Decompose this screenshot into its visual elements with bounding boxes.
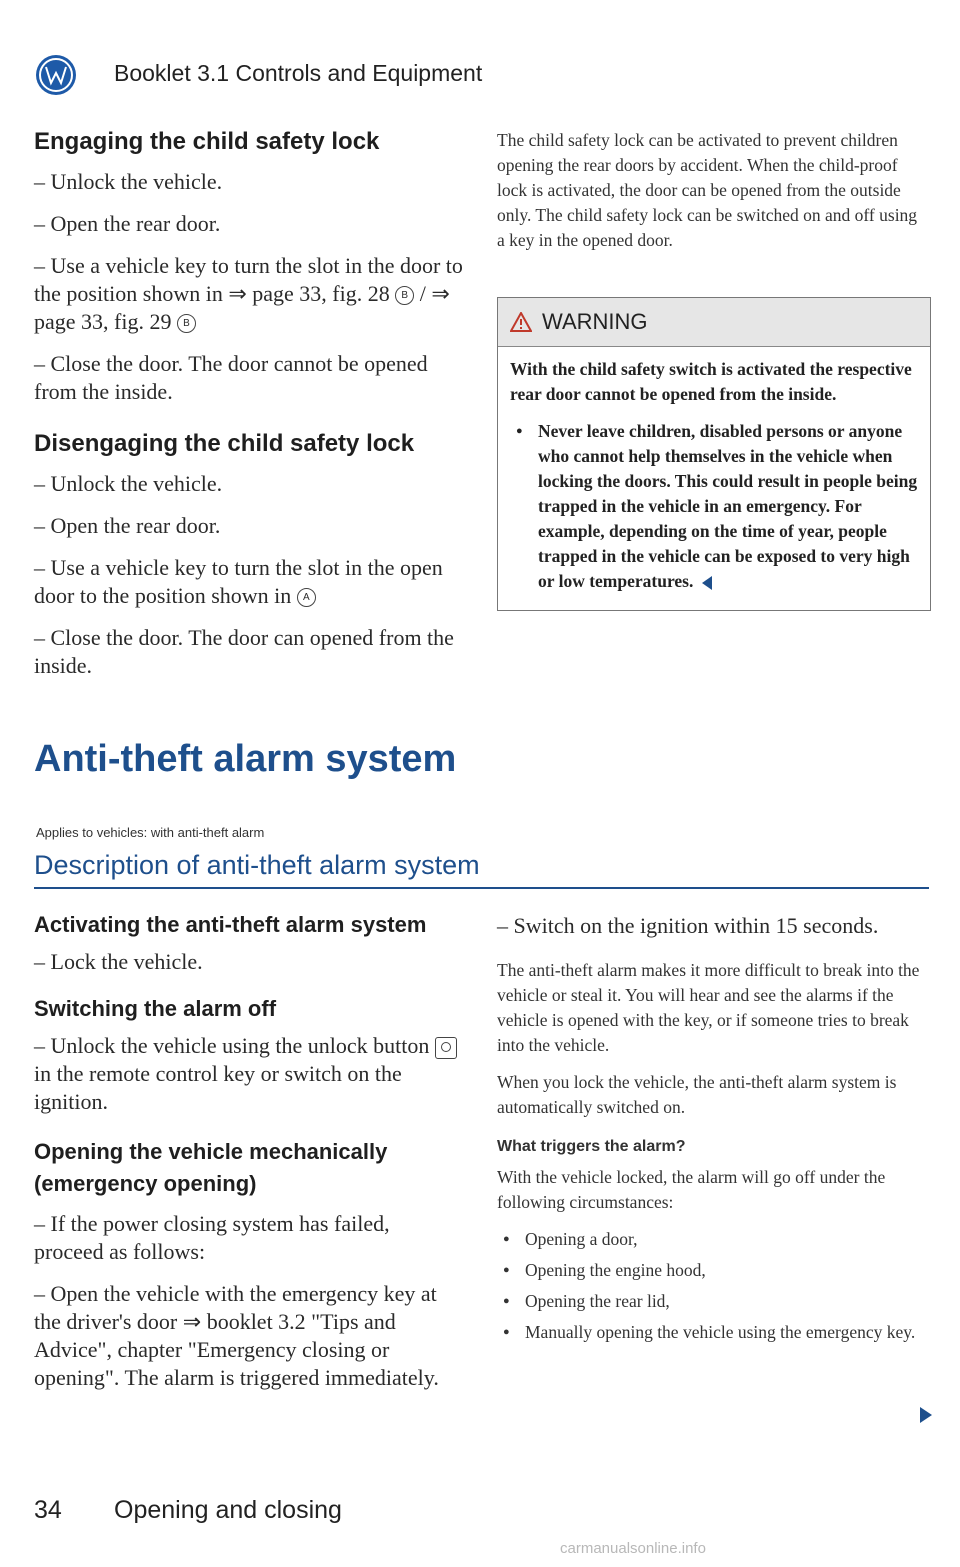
mech-step-2: – Open the vehicle with the emergency key at the driver's door ⇒ booklet 3.2 "Tips and Advice", chapter "Emergency closing or opening". The alarm is triggered immediately. xyxy=(34,1281,439,1390)
disengage-section xyxy=(34,430,464,680)
warning-bullet xyxy=(510,419,918,594)
end-of-section-icon xyxy=(702,576,712,590)
marker-b-2: B xyxy=(177,314,196,333)
trigger-item-2: ● Opening the engine hood, xyxy=(497,1258,929,1283)
warning-label: WARNING xyxy=(542,309,648,334)
page-number: 34 xyxy=(34,1496,62,1524)
engage-step-3-text: – Use a vehicle key to turn the slot in the door to the position shown in ⇒ page 33, fig. 28 xyxy=(34,253,463,306)
disengage-heading: Disengaging the child safety lock xyxy=(34,430,415,457)
footer-section: Opening and closing xyxy=(114,1496,342,1524)
triggers-intro: With the vehicle locked, the alarm will go off under the following circumstances: xyxy=(497,1167,886,1212)
warning-bullet-text: Never leave children, disabled persons or anyone who cannot help themselves in the vehicle when locking the doors. This could result in people being trapped in the vehicle in an emergency. For example, depending on the time of year, people trapped in the vehicle can be exposed to very high or low temperatures. xyxy=(538,421,918,591)
disengage-step-2: – Open the rear door. xyxy=(34,513,221,538)
engage-section xyxy=(34,128,464,406)
applies-note: Applies to vehicles: with anti-theft alarm xyxy=(36,825,265,840)
vw-logo-icon xyxy=(36,55,76,95)
alarm-off-step-a: – Unlock the vehicle using the unlock button xyxy=(34,1033,430,1058)
engage-step-4: – Close the door. The door cannot be opened from the inside. xyxy=(34,351,428,404)
disengage-step-1: – Unlock the vehicle. xyxy=(34,471,223,496)
engage-step-3 xyxy=(34,252,464,336)
mech-step-1: – If the power closing system has failed, proceed as follows: xyxy=(34,1211,390,1264)
child-lock-intro xyxy=(497,128,929,253)
mech-heading: Opening the vehicle mechanically (emergency opening) xyxy=(34,1139,388,1196)
section-divider xyxy=(34,887,929,889)
warning-header xyxy=(498,298,930,347)
alarm-para-1: The anti-theft alarm makes it more difficult to break into the vehicle or steal it. You will hear and see the alarms if the vehicle is opened with the key, or if someone tries to break into the vehicle. xyxy=(497,960,920,1055)
trigger-item-4: ● Manually opening the vehicle using the emergency key. xyxy=(497,1320,929,1345)
alarm-off-heading: Switching the alarm off xyxy=(34,996,277,1021)
triggers-heading: What triggers the alarm? xyxy=(497,1138,686,1155)
unlock-key-icon xyxy=(435,1037,457,1059)
alarm-off-step-b: in the remote control key or switch on the ignition. xyxy=(34,1061,402,1114)
activating-heading: Activating the anti-theft alarm system xyxy=(34,912,427,937)
disengage-step-3-text: – Use a vehicle key to turn the slot in the open door to the position shown in xyxy=(34,555,443,608)
warning-triangle-icon xyxy=(510,312,532,332)
engage-step-1: – Unlock the vehicle. xyxy=(34,169,223,194)
warning-lead: With the child safety switch is activated the respective rear door cannot be opened from the inside. xyxy=(510,359,912,404)
watermark: carmanualsonline.info xyxy=(560,1540,706,1557)
ignition-step: – Switch on the ignition within 15 seconds. xyxy=(497,913,879,938)
activating-step: – Lock the vehicle. xyxy=(34,949,203,974)
alarm-title: Anti-theft alarm system xyxy=(34,738,457,780)
alarm-left-col xyxy=(34,912,464,1392)
intro-text: The child safety lock can be activated to prevent children opening the rear doors by accident. When the child-proof lock is activated, the door can be opened from the outside only. The child safety lock can be switched on and off using a key in the opened door. xyxy=(497,130,918,250)
marker-a: A xyxy=(297,588,316,607)
trigger-item-1: ● Opening a door, xyxy=(497,1227,929,1252)
disengage-step-3 xyxy=(34,554,464,610)
trigger-item-3: ● Opening the rear lid, xyxy=(497,1289,929,1314)
header-title: Booklet 3.1 Controls and Equipment xyxy=(114,60,483,86)
continue-arrow-icon xyxy=(920,1407,932,1423)
engage-heading: Engaging the child safety lock xyxy=(34,128,380,155)
alarm-off-step xyxy=(34,1032,464,1116)
alarm-para-2: When you lock the vehicle, the anti-theft alarm system is automatically switched on. xyxy=(497,1072,897,1117)
alarm-subtitle: Description of anti-theft alarm system xyxy=(34,850,480,880)
marker-b: B xyxy=(395,286,414,305)
engage-step-3-ref[interactable]: / ⇒ page 33, fig. 29 xyxy=(34,281,450,334)
disengage-step-4: – Close the door. The door can opened from the inside. xyxy=(34,625,454,678)
engage-step-2: – Open the rear door. xyxy=(34,211,221,236)
warning-box xyxy=(497,297,931,611)
alarm-right-col xyxy=(497,912,929,1345)
